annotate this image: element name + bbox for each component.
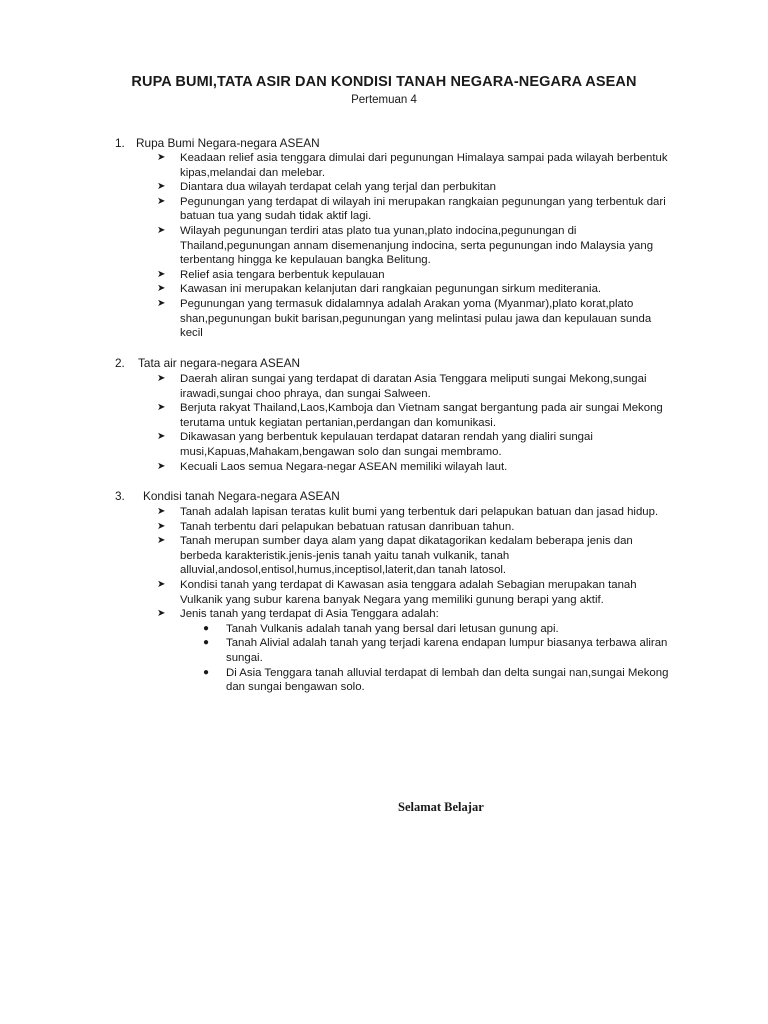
- dot-bullet-icon: ●: [203, 622, 210, 634]
- list-item: [0, 534, 768, 578]
- arrow-bullet-icon: ➤: [157, 195, 166, 207]
- list-item-text: Pegunungan yang terdapat di wilayah ini merupakan rangkaian pegunungan yang terbentuk dari batuan tua yang sudah tidak aktif lagi.: [180, 195, 666, 223]
- list-item: [0, 607, 768, 622]
- section-list: [0, 505, 768, 695]
- list-item: [0, 180, 768, 195]
- arrow-bullet-icon: ➤: [157, 460, 166, 472]
- list-item-text: Daerah aliran sungai yang terdapat di daratan Asia Tenggara meliputi sungai Mekong,sungai irawadi,sungai choo phraya, dan sungai Salween.: [180, 373, 647, 400]
- list-item-text: Pegunungan yang termasuk didalamnya adalah Arakan yoma (Myanmar),plato korat,plato shan,pegunungan bukit barisan,pegunungan yang melintasi pulau jawa dan kepulauan sunda kecil: [180, 297, 652, 340]
- sub-list-item: [0, 636, 768, 665]
- arrow-bullet-icon: ➤: [157, 373, 166, 384]
- arrow-bullet-icon: ➤: [157, 506, 166, 517]
- document-subtitle: Pertemuan 4: [351, 94, 417, 106]
- arrow-bullet-icon: ➤: [157, 181, 166, 193]
- section-title: Kondisi tanah Negara-negara ASEAN: [143, 489, 340, 503]
- arrow-bullet-icon: ➤: [157, 578, 166, 590]
- dot-bullet-icon: ●: [203, 637, 210, 649]
- list-item: [0, 372, 768, 401]
- list-item: [0, 401, 768, 430]
- list-item-text: Berjuta rakyat Thailand,Laos,Kamboja dan Vietnam sangat bergantung pada air sungai Mekong terutama untuk kegiatan pertanian,perdangan dan komunikasi.: [180, 402, 663, 429]
- sub-list-item-text: Di Asia Tenggara tanah alluvial terdapat di lembah dan delta sungai nan,sungai Mekong dan sungai bengawan solo.: [226, 666, 669, 694]
- arrow-bullet-icon: ➤: [157, 152, 166, 163]
- arrow-bullet-icon: ➤: [157, 608, 166, 620]
- list-item-text: Tanah merupan sumber daya alam yang dapat dikatagorikan kedalam beberapa jenis dan berbeda karakteristik.jenis-jenis tanah yaitu tanah vulkanik, tanah alluvial,andosol,entisol,humus,inceptisol,laterit,dan tanah latosol.: [180, 535, 633, 577]
- closing-text: Selamat Belajar: [398, 800, 484, 814]
- list-item: [0, 297, 768, 341]
- list-item-text: Tanah adalah lapisan teratas kulit bumi yang terbentuk dari pelapukan batuan dan jasad hidup.: [180, 506, 659, 518]
- list-item: [0, 505, 768, 520]
- sub-list-item-text: Tanah Alivial adalah tanah yang terjadi karena endapan lumpur biasanya terbawa aliran sungai.: [226, 637, 668, 664]
- list-item-text: Dikawasan yang berbentuk kepulauan terdapat dataran rendah yang dialiri sungai musi,Kapuas,Mahakam,bengawan solo dan sungai membramo.: [180, 431, 593, 458]
- list-item-text: Kecuali Laos semua Negara-negar ASEAN memiliki wilayah laut.: [180, 460, 508, 473]
- list-item: [0, 520, 768, 535]
- section-number: 3.: [115, 489, 125, 503]
- list-item-text: Jenis tanah yang terdapat di Asia Tenggara adalah:: [180, 608, 439, 621]
- list-item: [0, 195, 768, 224]
- section-number: 1.: [115, 136, 125, 150]
- list-item: [0, 578, 768, 607]
- list-item-text: Relief asia tengara berbentuk kepulauan: [180, 268, 385, 281]
- list-item: [0, 268, 768, 283]
- list-item-text: Kawasan ini merupakan kelanjutan dari rangkaian pegunungan sirkum mediterania.: [180, 283, 602, 296]
- sub-list-item: [0, 622, 768, 637]
- list-item-text: Kondisi tanah yang terdapat di Kawasan asia tenggara adalah Sebagian merupakan tanah Vulkanik yang subur karena banyak Negara yang memiliki gunung berapi yang aktif.: [180, 578, 637, 606]
- arrow-bullet-icon: ➤: [157, 520, 166, 532]
- section-title: Rupa Bumi Negara-negara ASEAN: [136, 136, 320, 150]
- list-item: [0, 282, 768, 297]
- dot-bullet-icon: ●: [203, 666, 210, 678]
- arrow-bullet-icon: ➤: [157, 297, 166, 309]
- section-list: [0, 372, 768, 474]
- arrow-bullet-icon: ➤: [157, 268, 166, 280]
- list-item-text: Wilayah pegunungan terdiri atas plato tua yunan,plato indocina,pegunungan di Thailand,pegunungan annam disemenanjung indocina, serta pegunungan indo Malaysia yang terbentang hingga ke kepulauan bangka Belitung.: [180, 224, 654, 267]
- list-item: [0, 151, 768, 180]
- section-number: 2.: [115, 356, 125, 370]
- list-item-text: Keadaan relief asia tenggara dimulai dari pegunungan Himalaya sampai pada wilayah berbentuk kipas,melandai dan melebar.: [180, 152, 668, 179]
- list-item-text: Diantara dua wilayah terdapat celah yang terjal dan perbukitan: [180, 181, 496, 194]
- section-title: Tata air negara-negara ASEAN: [138, 356, 300, 370]
- arrow-bullet-icon: ➤: [157, 224, 166, 236]
- list-item: [0, 460, 768, 475]
- section-list: [0, 151, 768, 341]
- arrow-bullet-icon: ➤: [157, 535, 166, 547]
- sub-list-item: [0, 666, 768, 695]
- list-item-text: Tanah terbentu dari pelapukan bebatuan ratusan danribuan tahun.: [180, 520, 515, 533]
- list-item: [0, 224, 768, 268]
- arrow-bullet-icon: ➤: [157, 283, 166, 295]
- document-title: RUPA BUMI,TATA ASIR DAN KONDISI TANAH NEGARA-NEGARA ASEAN: [131, 74, 637, 90]
- list-item: [0, 430, 768, 459]
- arrow-bullet-icon: ➤: [157, 402, 166, 414]
- sub-list-item-text: Tanah Vulkanis adalah tanah yang bersal dari letusan gunung api.: [226, 622, 559, 635]
- arrow-bullet-icon: ➤: [157, 431, 166, 443]
